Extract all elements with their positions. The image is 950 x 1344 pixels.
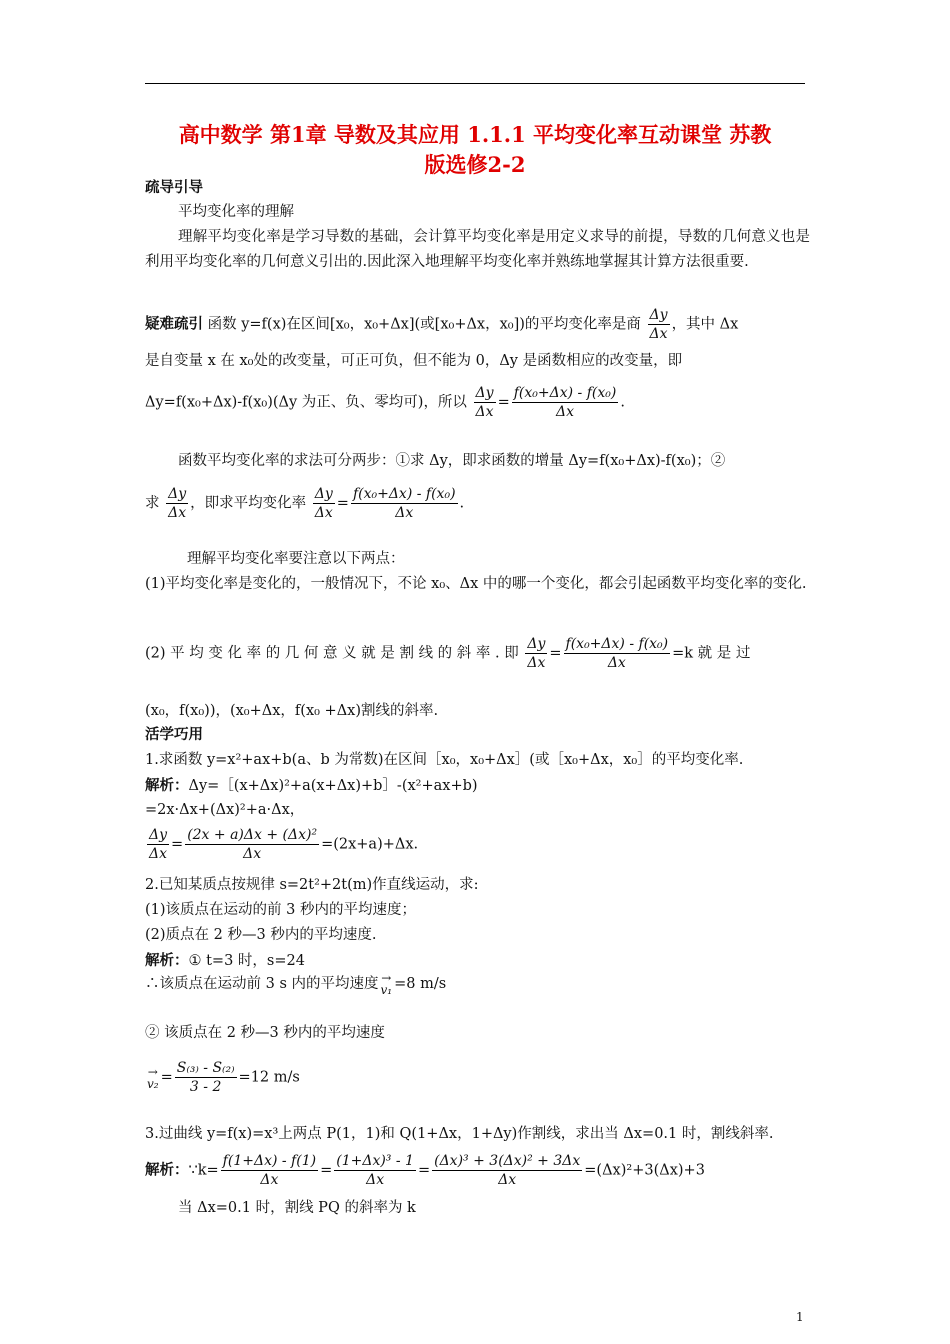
difficulty-label: 疑难疏引 (145, 315, 203, 333)
note-2: (2) 平 均 变 化 率 的 几 何 意 义 就 是 割 线 的 斜 率 . 即 $\frac{\Delta y}{\Delta x}$ = $\frac{\text{f(x₀+Δx) - f(x₀)}}{\Delta x}$ =k 就 是 过 (145, 636, 751, 671)
difficulty-line-3: Δy=f(x₀+Δx)-f(x₀)(Δy 为正、负、零均可)，所以 $\frac{\Delta y}{\Delta x}$ = $\frac{\text{f(x₀+Δx) - f(x₀)}}{\Delta x}$ . (145, 385, 625, 420)
header-rule (145, 83, 805, 84)
question-2: 2.已知某质点按规律 s=2t²+2t(m)作直线运动，求: (145, 877, 479, 893)
answer-3-line-1: 解析：∵k= $\frac{f(1+\Delta x) - f(1)}{\Delta x}$ = $\frac{\text{(1+Δx)³ - 1}}{\Delta x}$ = $\frac{\text{(Δx)³ + 3(Δx)² + 3Δx}}{\Delta x}$ =(Δx)²+3(Δx)+3 (145, 1153, 705, 1188)
fraction-average-velocity: $\frac{\text{S₍₃₎ - S₍₂₎}}{3 - 2}$ (176, 1060, 235, 1095)
note-1: (1)平均变化率是变化的，一般情况下，不论 x₀、Δx 中的哪一个变化，都会引起函数平均变化率的变化. (145, 576, 807, 592)
page-number: 1 (796, 1310, 804, 1324)
fraction-dy-dx: $\frac{\Delta y}{\Delta x}$ (168, 486, 187, 521)
difficulty-line-1: 疑难疏引 函数 y=f(x)在区间[x₀，x₀+Δx](或[x₀+Δx，x₀])的平均变化率是商 $\frac{\Delta y}{\Delta x}$ ，其中 Δx (145, 307, 739, 342)
notes-intro: 理解平均变化率要注意以下两点： (187, 551, 405, 567)
answer-1-line-2: =2x·Δx+(Δx)²+a·Δx， (145, 802, 305, 818)
fraction-dy-dx: $\frac{\Delta y}{\Delta x}$ (314, 486, 333, 521)
fraction-difference-quotient: $\frac{\text{f(x₀+Δx) - f(x₀)}}{\Delta x}$ (565, 636, 669, 671)
difficulty-line-2: 是自变量 x 在 x₀处的改变量，可正可负，但不能为 0，Δy 是函数相应的改变量，即 (145, 353, 683, 369)
fraction-dy-dx: $\frac{\Delta y}{\Delta x}$ (149, 827, 168, 862)
answer-2-line-2: ∴该质点在运动前 3 s 内的平均速度 → v₁ =8 m/s (145, 971, 447, 997)
answer-1-line-3: $\frac{\Delta y}{\Delta x}$ = $\frac{\text{(2x + a)Δx + (Δx)²}}{\Delta x}$ =(2x+a)+Δx. (149, 827, 419, 862)
answer-2-line-1: 解析：① t=3 时，s=24 (145, 952, 305, 969)
question-1: 1.求函数 y=x²+ax+b(a、b 为常数)在区间［x₀，x₀+Δx］(或［x₀+Δx，x₀］的平均变化率. (145, 752, 744, 768)
fraction-difference-quotient: $\frac{\text{f(x₀+Δx) - f(x₀)}}{\Delta x}$ (352, 486, 456, 521)
answer-2-line-3: ② 该质点在 2 秒—3 秒内的平均速度 (145, 1025, 385, 1041)
title-line-1: 高中数学 第1章 导数及其应用 1.1.1 平均变化率互动课堂 苏教 (178, 122, 772, 147)
velocity-v2: → v₂ (147, 1064, 159, 1091)
section-heading-practice: 活学巧用 (145, 726, 203, 743)
answer-3-line-2: 当 Δx=0.1 时，割线 PQ 的斜率为 k (178, 1200, 416, 1216)
question-3: 3.过曲线 y=f(x)=x³上两点 P(1，1)和 Q(1+Δx，1+Δy)作割线，求出当 Δx=0.1 时，割线斜率. (145, 1126, 774, 1142)
fraction-slope-3: $\frac{\text{(Δx)³ + 3(Δx)² + 3Δx}}{\Delta x}$ (434, 1153, 581, 1188)
question-2-part-2: (2)质点在 2 秒—3 秒内的平均速度. (145, 927, 377, 943)
page-title (140, 120, 810, 180)
fraction-slope-1: $\frac{f(1+\Delta x) - f(1)}{\Delta x}$ (222, 1153, 317, 1188)
answer-1-line-1: 解析：Δy=［(x+Δx)²+a(x+Δx)+b］-(x²+ax+b) (145, 777, 478, 794)
fraction-example-1: $\frac{\text{(2x + a)Δx + (Δx)²}}{\Delta x}$ (187, 827, 318, 862)
fraction-slope-2: $\frac{\text{(1+Δx)³ - 1}}{\Delta x}$ (336, 1153, 414, 1188)
velocity-v1: → v₁ (380, 971, 393, 997)
fraction-dy-dx: $\frac{\Delta y}{\Delta x}$ (527, 636, 546, 671)
section-heading-guide: 疏导引导 (145, 179, 203, 196)
fraction-dy-dx: $\frac{\Delta y}{\Delta x}$ (649, 307, 668, 342)
fraction-dy-dx: $\frac{\Delta y}{\Delta x}$ (475, 385, 494, 420)
intro-paragraph: 理解平均变化率是学习导数的基础，会计算平均变化率是用定义求导的前提，导数的几何意义也是利用平均变化率的几何意义引出的.因此深入地理解平均变化率并熟练地掌握其计算方法很重要. (145, 229, 810, 270)
answer-2-line-4: → v₂ = $\frac{\text{S₍₃₎ - S₍₂₎}}{3 - 2}$ =12 m/s (147, 1060, 300, 1095)
question-2-part-1: (1)该质点在运动的前 3 秒内的平均速度； (145, 902, 416, 918)
fraction-difference-quotient: $\frac{\text{f(x₀+Δx) - f(x₀)}}{\Delta x}$ (513, 385, 617, 420)
title-line-2: 版选修2-2 (424, 152, 526, 177)
note-2-cont: (x₀，f(x₀))，(x₀+Δx，f(x₀ +Δx)割线的斜率. (145, 703, 439, 719)
subheading-understanding: 平均变化率的理解 (178, 204, 294, 220)
method-line-1: 函数平均变化率的求法可分两步：①求 Δy，即求函数的增量 Δy=f(x₀+Δx)-f(x₀)；② (178, 453, 726, 469)
method-line-2: 求 $\frac{\Delta y}{\Delta x}$ ，即求平均变化率 $\frac{\Delta y}{\Delta x}$ = $\frac{\text{f(x₀+Δx) - f(x₀)}}{\Delta x}$ . (145, 486, 465, 521)
